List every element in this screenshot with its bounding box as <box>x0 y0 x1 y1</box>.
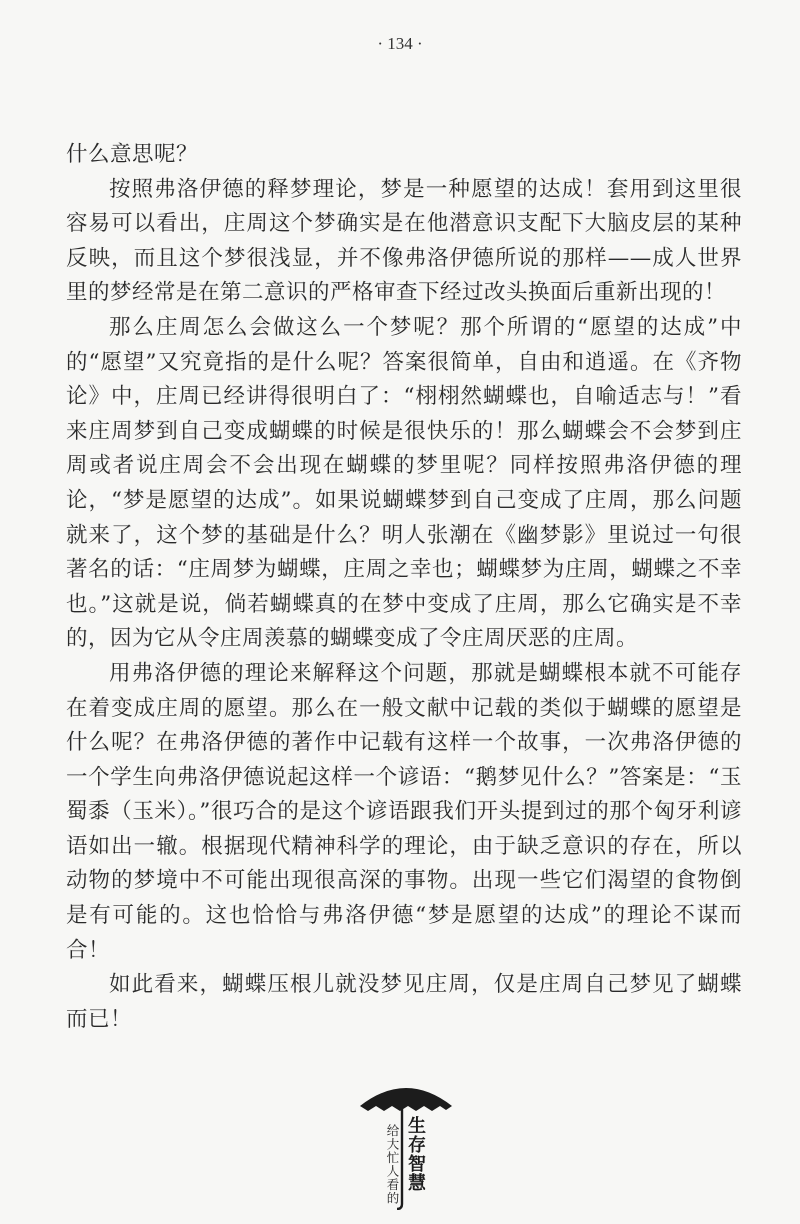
series-emblem <box>358 1078 454 1210</box>
paragraph-2: 按照弗洛伊德的释梦理论，梦是一种愿望的达成！套用到这里很容易可以看出，庄周这个梦确实是在他潜意识支配下大脑皮层的某种反映，而且这个梦很浅显，并不像弗洛伊德所说的那样——成人世界里的梦经常是在第二意识的严格审查下经过改头换面后重新出现的！ <box>66 176 742 306</box>
series-tagline: 给大忙人看的 <box>385 1124 400 1205</box>
paragraph-3: 那么庄周怎么会做这么一个梦呢？那个所谓的“愿望的达成”中的“愿望”又究竟指的是什么呢？答案很简单，自由和逍遥。在《齐物论》中，庄周已经讲得很明白了：“栩栩然蝴蝶也，自喻适志与！”看来庄周梦到自己变成蝴蝶的时候是很快乐的！那么蝴蝶会不会梦到庄周或者说庄周会不会出现在蝴蝶的梦里呢？同样按照弗洛伊德的理论，“梦是愿望的达成”。如果说蝴蝶梦到自己变成了庄周，那么问题就来了，这个梦的基础是什么？明人张潮在《幽梦影》里说过一句很著名的话：“庄周梦为蝴蝶，庄周之幸也；蝴蝶梦为庄周，蝴蝶之不幸也。”这就是说，倘若蝴蝶真的在梦中变成了庄周，那么它确实是不幸的，因为它从令庄周羡慕的蝴蝶变成了令庄周厌恶的庄周。 <box>66 314 742 652</box>
page-number: · 134 · <box>377 34 423 53</box>
body-text <box>66 138 742 1037</box>
paragraph-5: 如此看来，蝴蝶压根儿就没梦见庄周，仅是庄周自己梦见了蝴蝶而已！ <box>66 972 742 1032</box>
series-title: 生存智慧 <box>405 1116 426 1192</box>
paragraph-1: 什么意思呢？ <box>66 142 199 167</box>
paragraph-4: 用弗洛伊德的理论来解释这个问题，那就是蝴蝶根本就不可能存在着变成庄周的愿望。那么在一般文献中记载的类似于蝴蝶的愿望是什么呢？在弗洛伊德的著作中记载有这样一个故事，一次弗洛伊德的一个学生向弗洛伊德说起这样一个谚语：“鹅梦见什么？”答案是：“玉蜀黍（玉米）。”很巧合的是这个谚语跟我们开头提到过的那个匈牙利谚语如出一辙。根据现代精神科学的理论，由于缺乏意识的存在，所以动物的梦境中不可能出现很高深的事物。出现一些它们渴望的食物倒是有可能的。这也恰恰与弗洛伊德“梦是愿望的达成”的理论不谋而合！ <box>66 660 742 963</box>
